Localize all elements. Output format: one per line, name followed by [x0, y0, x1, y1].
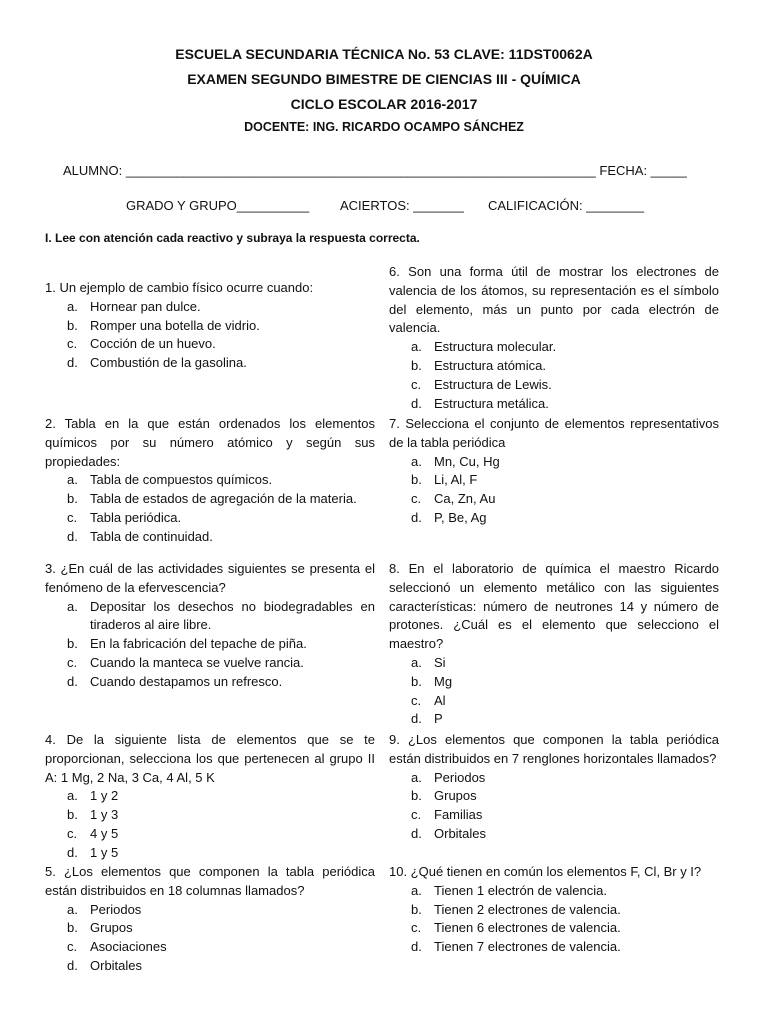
option-text: Cocción de un huevo. — [90, 336, 216, 352]
answer-options — [45, 787, 375, 862]
answer-option[interactable] — [45, 335, 375, 354]
question-stem: 6. Son una forma útil de mostrar los electrones de valencia de los átomos, su representación es el símbolo del elemento, más un punto por cada electrón de valencia. — [389, 264, 719, 336]
question-stem: 3. ¿En cuál de las actividades siguientes se presenta el fenómeno de la efervescencia? — [45, 561, 375, 595]
answer-option[interactable] — [389, 919, 719, 938]
answer-option[interactable] — [389, 509, 719, 528]
answer-options — [389, 769, 719, 844]
option-letter: b. — [411, 673, 422, 689]
answer-option[interactable] — [389, 787, 719, 806]
option-letter: b. — [67, 636, 78, 652]
option-letter: d. — [67, 355, 78, 371]
option-text: Li, Al, F — [434, 472, 478, 488]
option-text: Mg — [434, 673, 453, 689]
question-5 — [45, 863, 375, 976]
grade-group-field: GRADO Y GRUPO__________ — [126, 198, 310, 213]
question-4 — [45, 731, 375, 863]
question-1 — [45, 279, 375, 373]
option-text: P — [434, 711, 443, 727]
answer-options — [389, 338, 719, 413]
answer-option[interactable] — [389, 395, 719, 414]
answer-option[interactable] — [45, 354, 375, 373]
option-text: Ca, Zn, Au — [434, 491, 496, 507]
question-stem: 10. ¿Qué tienen en común los elementos F, Cl, Br y I? — [389, 864, 702, 879]
option-text: Tienen 7 electrones de valencia. — [434, 939, 621, 955]
option-letter: b. — [67, 317, 78, 333]
option-text: Tabla de compuestos químicos. — [90, 472, 273, 488]
option-letter: b. — [67, 807, 78, 823]
option-text: Tienen 6 electrones de valencia. — [434, 920, 621, 936]
option-letter: c. — [67, 939, 78, 955]
answer-options — [45, 901, 375, 976]
answer-option[interactable] — [389, 938, 719, 957]
option-letter: a. — [67, 788, 78, 804]
option-letter: c. — [67, 654, 78, 670]
answer-options — [45, 298, 375, 373]
answer-option[interactable] — [389, 710, 719, 729]
option-letter: a. — [67, 901, 78, 917]
answer-option[interactable] — [45, 471, 375, 490]
answer-option[interactable] — [389, 806, 719, 825]
answer-option[interactable] — [389, 901, 719, 920]
option-letter: b. — [411, 472, 422, 488]
option-text: Tabla de continuidad. — [90, 528, 213, 544]
question-stem: 9. ¿Los elementos que componen la tabla periódica están distribuidos en 7 renglones horizontales llamados? — [389, 732, 719, 766]
question-2 — [45, 415, 375, 547]
option-text: Estructura atómica. — [434, 357, 546, 373]
option-letter: a. — [67, 298, 78, 314]
option-letter: d. — [67, 844, 78, 860]
option-text: Estructura de Lewis. — [434, 376, 552, 392]
exam-title: EXAMEN SEGUNDO BIMESTRE DE CIENCIAS III - QUÍMICA — [187, 71, 581, 87]
option-letter: a. — [411, 339, 422, 355]
option-letter: a. — [411, 882, 422, 898]
answer-option[interactable] — [45, 509, 375, 528]
option-letter: b. — [411, 357, 422, 373]
answer-option[interactable] — [389, 825, 719, 844]
option-text: Estructura metálica. — [434, 395, 549, 411]
option-text: Si — [434, 654, 446, 670]
answer-option[interactable] — [45, 528, 375, 547]
instruction-text: I. Lee con atención cada reactivo y subraya la respuesta correcta. — [45, 231, 420, 245]
question-stem: 1. Un ejemplo de cambio físico ocurre cuando: — [45, 280, 314, 295]
question-stem: 7. Selecciona el conjunto de elementos representativos de la tabla periódica — [389, 416, 719, 450]
answer-option[interactable] — [45, 317, 375, 336]
option-text: Orbitales — [90, 957, 143, 973]
answer-option[interactable] — [389, 769, 719, 788]
answer-option[interactable] — [45, 919, 375, 938]
option-letter: c. — [411, 491, 422, 507]
answer-option[interactable] — [45, 654, 375, 673]
answer-option[interactable] — [389, 692, 719, 711]
option-letter: d. — [411, 509, 422, 525]
option-letter: b. — [67, 920, 78, 936]
option-letter: d. — [411, 395, 422, 411]
answer-option[interactable] — [45, 787, 375, 806]
answer-option[interactable] — [389, 453, 719, 472]
option-letter: d. — [411, 939, 422, 955]
answer-options — [45, 471, 375, 546]
answer-option[interactable] — [389, 490, 719, 509]
question-10 — [389, 863, 719, 957]
option-letter: c. — [411, 807, 422, 823]
question-7 — [389, 415, 719, 528]
answer-option[interactable] — [45, 806, 375, 825]
option-letter: c. — [67, 825, 78, 841]
option-letter: a. — [67, 472, 78, 488]
option-text: Periodos — [90, 901, 142, 917]
option-text: Tienen 1 electrón de valencia. — [434, 882, 607, 898]
option-letter: d. — [67, 528, 78, 544]
option-letter: d. — [67, 673, 78, 689]
answer-options — [389, 453, 719, 528]
option-text: Familias — [434, 807, 483, 823]
option-text: 1 y 2 — [90, 788, 119, 804]
option-letter: c. — [411, 692, 422, 708]
option-letter: b. — [67, 491, 78, 507]
option-text: Tabla periódica. — [90, 509, 182, 525]
option-text: P, Be, Ag — [434, 509, 487, 525]
answer-option[interactable] — [389, 673, 719, 692]
option-text: Cuando la manteca se vuelve rancia. — [90, 654, 304, 670]
option-text: Tabla de estados de agregación de la materia. — [90, 491, 357, 507]
answer-option[interactable] — [389, 376, 719, 395]
answer-option[interactable] — [389, 654, 719, 673]
question-6 — [389, 263, 719, 413]
option-letter: d. — [411, 711, 422, 727]
option-letter: c. — [67, 509, 78, 525]
option-letter: a. — [67, 598, 78, 614]
school-year: CICLO ESCOLAR 2016-2017 — [290, 96, 478, 112]
answer-option[interactable] — [45, 673, 375, 692]
option-text: 4 y 5 — [90, 825, 119, 841]
option-text: Cuando destapamos un refresco. — [90, 673, 283, 689]
option-letter: c. — [411, 376, 422, 392]
option-letter: d. — [411, 825, 422, 841]
question-3 — [45, 560, 375, 692]
option-text: Periodos — [434, 769, 486, 785]
question-8 — [389, 560, 719, 729]
option-text: Orbitales — [434, 825, 487, 841]
option-letter: a. — [411, 654, 422, 670]
option-text: Combustión de la gasolina. — [90, 355, 247, 371]
option-text: 1 y 3 — [90, 807, 119, 823]
answer-options — [389, 654, 719, 729]
answer-option[interactable] — [45, 490, 375, 509]
option-text: Tienen 2 electrones de valencia. — [434, 901, 621, 917]
option-letter: c. — [411, 920, 422, 936]
question-stem: 8. En el laboratorio de química el maestro Ricardo seleccionó un elemento metálico con las siguientes características: número de neutrones 14 y número de protones. ¿Cuál es el elemento que selecciono el maestro? — [389, 561, 719, 652]
score-correct-field: ACIERTOS: _______ — [340, 198, 464, 213]
answer-option[interactable] — [45, 844, 375, 863]
option-letter: b. — [411, 788, 422, 804]
answer-option[interactable] — [389, 882, 719, 901]
answer-option[interactable] — [45, 635, 375, 654]
option-text: Grupos — [434, 788, 477, 804]
answer-option[interactable] — [389, 338, 719, 357]
answer-option[interactable] — [45, 298, 375, 317]
option-text: Grupos — [90, 920, 133, 936]
option-text: En la fabricación del tepache de piña. — [90, 636, 307, 652]
answer-option[interactable] — [45, 957, 375, 976]
option-letter: d. — [67, 957, 78, 973]
option-text: Hornear pan dulce. — [90, 298, 201, 314]
question-9 — [389, 731, 719, 844]
teacher-name: DOCENTE: ING. RICARDO OCAMPO SÁNCHEZ — [244, 120, 524, 134]
option-text: Asociaciones — [90, 939, 167, 955]
answer-option[interactable] — [45, 825, 375, 844]
answer-option[interactable] — [45, 901, 375, 920]
option-text: Estructura molecular. — [434, 339, 557, 355]
answer-option[interactable] — [389, 357, 719, 376]
option-text: Mn, Cu, Hg — [434, 453, 500, 469]
answer-option[interactable] — [45, 938, 375, 957]
option-text: Romper una botella de vidrio. — [90, 317, 260, 333]
question-stem: 4. De la siguiente lista de elementos que se te proporcionan, selecciona los que pertenecen al grupo II A: 1 Mg, 2 Na, 3 Ca, 4 Al, 5 K — [45, 732, 375, 785]
answer-option[interactable] — [45, 598, 375, 636]
answer-options — [45, 598, 375, 692]
answer-options — [389, 882, 719, 957]
option-letter: b. — [411, 901, 422, 917]
answer-option[interactable] — [389, 471, 719, 490]
option-text: Al — [434, 692, 446, 708]
final-grade-field: CALIFICACIÓN: ________ — [488, 198, 645, 213]
option-text: 1 y 5 — [90, 844, 119, 860]
student-name-date-line: ALUMNO: _________________________________________________________________ FECHA: _____ — [63, 163, 687, 178]
option-letter: a. — [411, 453, 422, 469]
option-letter: c. — [67, 336, 78, 352]
question-stem: 2. Tabla en la que están ordenados los elementos químicos por su número atómico y según sus propiedades: — [45, 416, 375, 469]
option-text: Depositar los desechos no biodegradables en tiraderos al aire libre. — [90, 598, 375, 633]
option-letter: a. — [411, 769, 422, 785]
school-title: ESCUELA SECUNDARIA TÉCNICA No. 53 CLAVE: 11DST0062A — [175, 46, 593, 62]
question-stem: 5. ¿Los elementos que componen la tabla periódica están distribuidos en 18 columnas llamados? — [45, 864, 375, 898]
